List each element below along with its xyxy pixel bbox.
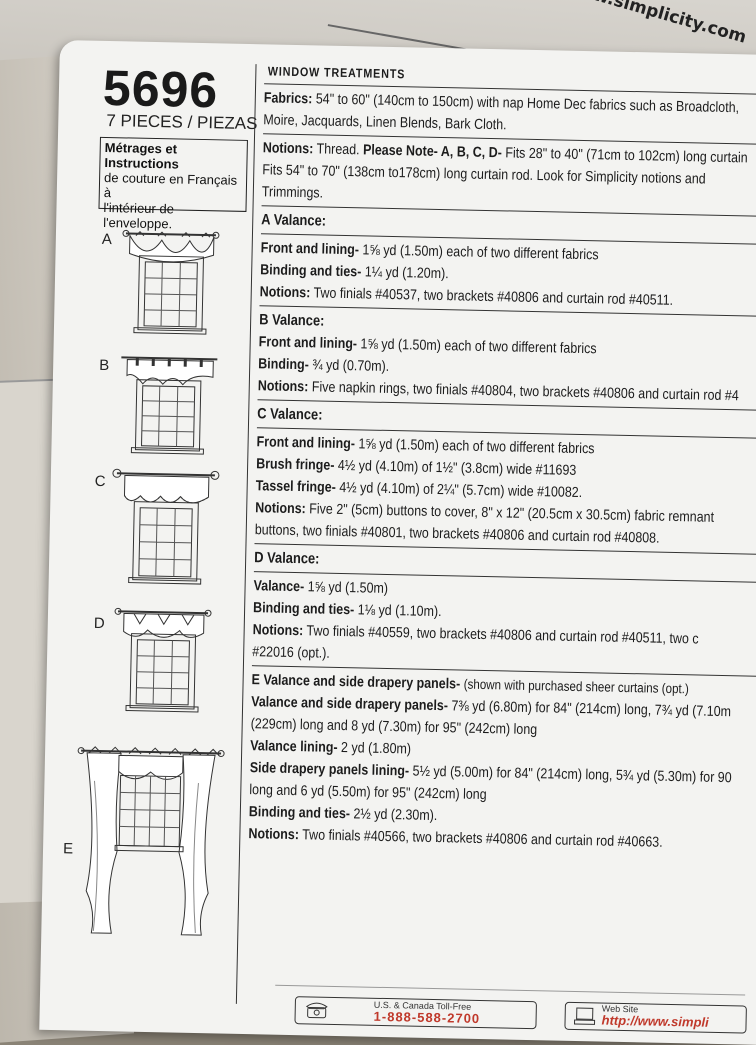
view-b-line: Binding- ¾ yd (0.70m). (258, 356, 390, 375)
valance-b-icon (91, 349, 243, 460)
fabrics-text: 54" to 60" (140cm to 150cm) with nap Home Dec fabrics such as Broadcloth, (315, 91, 740, 117)
view-letter: E (62, 840, 74, 858)
view-letter: D (93, 614, 105, 633)
view-d-title: D Valance: (254, 549, 320, 568)
view-a-line: Binding and ties- 1¼ yd (1.20m). (260, 262, 449, 283)
please-note: Please Note- A, B, C, D- (362, 142, 502, 162)
computer-icon (573, 1007, 595, 1025)
phone-box (294, 996, 537, 1029)
view-c-line: Notions: Five 2" (5cm) buttons to cover, 8" x 12" (20.5cm x 30.5cm) fabric remnant (255, 500, 715, 526)
view-c-line: Front and lining- 1⅝ yd (1.50m) each of two different fabrics (256, 434, 595, 458)
view-c-illustration (88, 461, 241, 597)
view-c-line: Brush fringe- 4½ yd (4.10m) of 1½" (3.8cm) wide #11693 (255, 456, 577, 479)
tollfree-label: U.S. & Canada Toll-Free (373, 999, 472, 1012)
french-note-line: l'enveloppe. (103, 214, 173, 232)
valance-c-icon (89, 461, 242, 592)
notions-text-b: Fits 28" to 40" (71cm to 102cm) long curtain (505, 145, 748, 167)
pattern-number: 5696 (102, 59, 219, 119)
french-note-line: l'intérieur de (103, 199, 175, 217)
view-a-title: A Valance: (261, 211, 327, 230)
notions-text: Thread. (316, 141, 360, 159)
website-label: Web Site (601, 1003, 639, 1015)
website-url: http://www.simpli (601, 1012, 709, 1030)
view-d-line: Notions: Two finials #40559, two brackets #40806 and curtain rod #40511, two c (252, 622, 699, 648)
view-d-line: #22016 (opt.). (252, 644, 331, 662)
view-e-line: (229cm) long and 8 yd (7.30m) for 95" (242cm) long (250, 716, 538, 739)
valance-d-icon (86, 601, 238, 722)
view-a-line: Notions: Two finials #40537, two brackets #40806 and curtain rod #40511. (259, 284, 674, 309)
french-note-line: de couture en Français à (103, 169, 238, 201)
view-b-line: Notions: Five napkin rings, two finials #40804, two brackets #40806 and curtain rod #4 (257, 378, 739, 405)
view-b-title: B Valance: (259, 311, 325, 330)
view-e-line: Binding and ties- 2½ yd (2.30m). (248, 804, 438, 825)
drapery-e-icon (55, 740, 239, 944)
notions-label: Notions: (262, 140, 314, 158)
phone-number: 1-888-588-2700 (373, 1008, 481, 1027)
telephone-icon (306, 1000, 328, 1018)
view-letter: C (94, 472, 106, 491)
valance-a-icon (94, 223, 246, 344)
view-e-line: Side drapery panels lining- 5½ yd (5.00m) for 84" (214cm) long, 5¾ yd (5.30m) for 90 (249, 760, 732, 787)
view-e-illustration (55, 740, 239, 949)
view-a-line: Front and lining- 1⅝ yd (1.50m) each of two different fabrics (260, 240, 599, 264)
view-d-line: Valance- 1⅝ yd (1.50m) (253, 578, 389, 597)
view-letter: B (99, 356, 110, 375)
view-c-line: Tassel fringe- 4½ yd (4.10m) of 2¼" (5.7cm) wide #10082. (255, 478, 583, 502)
category-heading: WINDOW TREATMENTS (267, 64, 406, 82)
french-instructions-note (98, 137, 247, 232)
pattern-envelope-back (39, 40, 756, 1045)
view-e-line: long and 6 yd (5.50m) for 95" (242cm) long (249, 782, 487, 804)
fabrics-label: Fabrics: (263, 90, 313, 108)
view-letter: A (101, 230, 113, 249)
footer (274, 985, 745, 1036)
notions-line-2: Fits 54" to 70" (138cm to178cm) long curtain rod. Look for Simplicity notions and (262, 162, 706, 188)
view-c-line: buttons, two finials #40801, two brackets #40806 and curtain rod #40808. (254, 522, 660, 547)
pieces-count: 7 PIECES / PIEZAS (106, 110, 258, 134)
yardage-content (248, 64, 748, 854)
french-note-line: Métrages et Instructions (104, 139, 179, 172)
view-e-title: E Valance and side drapery panels- (shown with purchased sheer curtains (opt.) (251, 672, 690, 697)
view-e-line: Valance lining- 2 yd (1.80m) (250, 738, 412, 758)
notions-line-3: Trimmings. (261, 184, 324, 202)
view-b-line: Front and lining- 1⅝ yd (1.50m) each of two different fabrics (258, 334, 597, 358)
website-box (564, 1002, 747, 1034)
view-d-line: Binding and ties- 1⅛ yd (1.10m). (252, 600, 442, 621)
view-b-illustration (91, 349, 243, 465)
view-e-line: Notions: Two finials #40566, two brackets #40806 and curtain rod #40663. (248, 826, 663, 851)
view-d-illustration (86, 601, 239, 727)
view-e-line: Valance and side drapery panels- 7⅜ yd (6.80m) for 84" (214cm) long, 7¾ yd (7.10m (251, 694, 732, 721)
fabrics-line-2: Moire, Jacquards, Linen Blends, Bark Cloth. (263, 112, 507, 134)
view-a-illustration (94, 223, 247, 349)
view-c-title: C Valance: (257, 405, 323, 424)
